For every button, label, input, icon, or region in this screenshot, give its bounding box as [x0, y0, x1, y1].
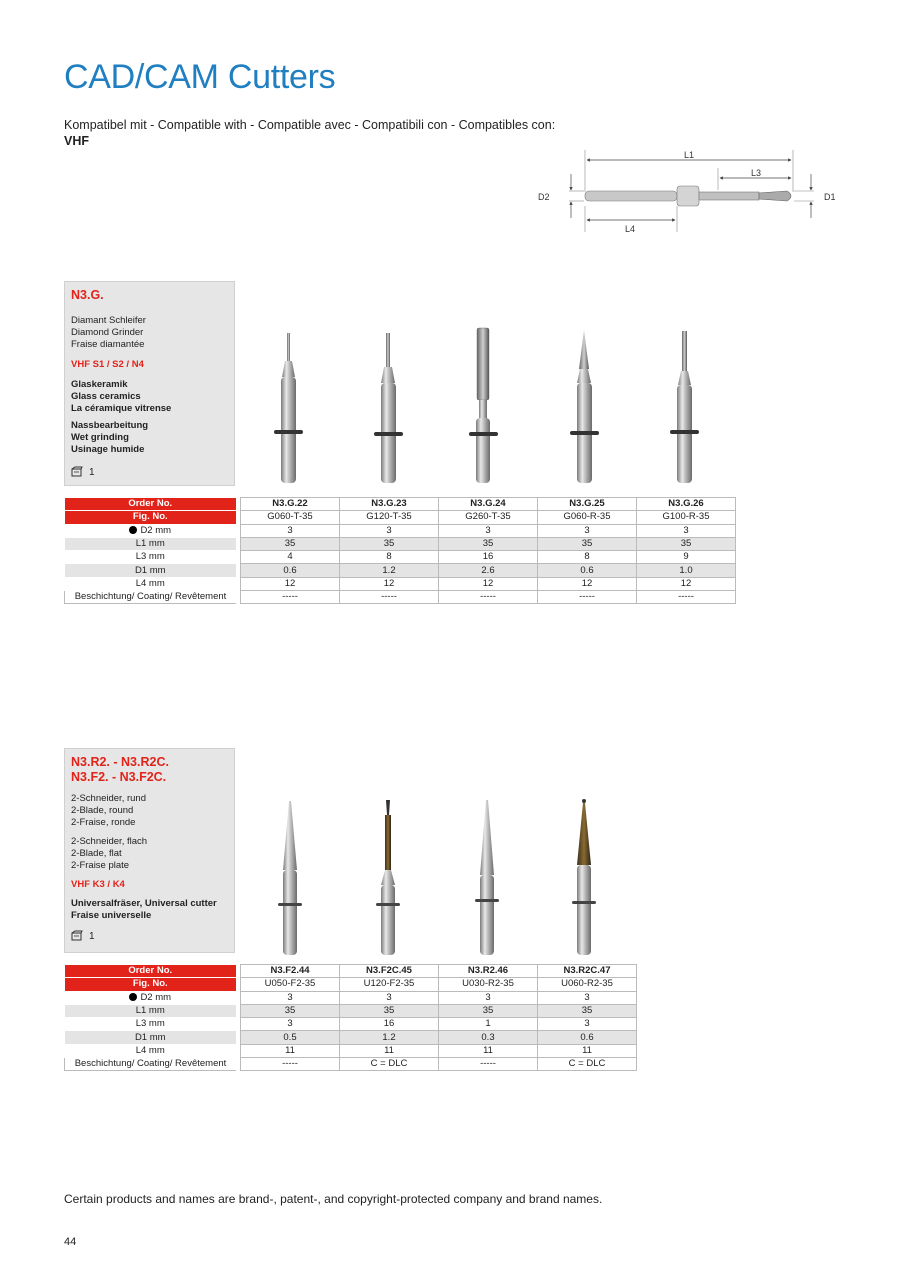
- tool-image-n3r246: [475, 800, 499, 955]
- tool-image-n3g24: [469, 328, 498, 483]
- table-cell: 8: [538, 551, 637, 564]
- material-line: Glaskeramik: [71, 379, 128, 390]
- table-cell: 3: [340, 991, 439, 1004]
- table-row: [65, 511, 736, 524]
- table-cell: N3.R2C.47: [538, 965, 637, 978]
- table-cell: G060-T-35: [241, 511, 340, 524]
- table-row: [65, 1058, 637, 1071]
- table-cell: 3: [439, 991, 538, 1004]
- table-cell: G100-R-35: [637, 511, 736, 524]
- bullet-icon: [129, 993, 137, 1001]
- dim-label-l4: L4: [625, 224, 636, 234]
- row-label: D2 mm: [65, 524, 237, 537]
- product-code: N3.R2. - N3.R2C.: [71, 755, 169, 769]
- compatibility-system: VHF: [64, 134, 89, 148]
- package-icon: [71, 466, 83, 478]
- table-cell: 12: [241, 577, 340, 590]
- row-label: D2 mm: [65, 991, 237, 1004]
- table-row: [65, 577, 736, 590]
- table-cell: -----: [439, 1058, 538, 1071]
- material-line: Glass ceramics: [71, 391, 141, 402]
- table-cell: -----: [439, 591, 538, 604]
- row-label: L4 mm: [65, 1044, 237, 1057]
- product-code: N3.F2. - N3.F2C.: [71, 770, 167, 784]
- table-cell: 0.3: [439, 1031, 538, 1044]
- table-cell: C = DLC: [340, 1058, 439, 1071]
- table-row: [65, 991, 637, 1004]
- table-row: [65, 1044, 637, 1057]
- table-cell: 3: [241, 524, 340, 537]
- table-cell: 35: [637, 537, 736, 550]
- table-cell: U060-R2-35: [538, 978, 637, 991]
- table-row: [65, 978, 637, 991]
- table-cell: N3.G.26: [637, 498, 736, 511]
- vhf-compat: VHF S1 / S2 / N4: [71, 359, 144, 370]
- tool-image-n3r2c47: [572, 799, 596, 955]
- usage-line: Fraise universelle: [71, 910, 152, 921]
- product-images: [240, 325, 734, 490]
- tool-image-n3f244: [278, 801, 302, 955]
- vhf-compat: VHF K3 / K4: [71, 879, 125, 890]
- table-cell: -----: [241, 591, 340, 604]
- usage-line: Universalfräser, Universal cutter: [71, 898, 217, 909]
- dim-label-l1: L1: [684, 150, 695, 160]
- table-row: [65, 524, 736, 537]
- table-cell: 12: [439, 577, 538, 590]
- table-cell: 11: [439, 1044, 538, 1057]
- dim-label-d2: D2: [538, 192, 550, 202]
- tool-image-n3g26: [670, 331, 699, 483]
- product-info-box: [64, 281, 235, 486]
- bullet-icon: [129, 526, 137, 534]
- tool-image-n3g22: [274, 333, 303, 483]
- table-cell: 35: [340, 1004, 439, 1017]
- table-row: [65, 498, 736, 511]
- table-row: [65, 1018, 637, 1031]
- process-line: Wet grinding: [71, 432, 129, 443]
- table-cell: 35: [340, 537, 439, 550]
- table-cell: 35: [241, 537, 340, 550]
- table-cell: 8: [340, 551, 439, 564]
- table-cell: 3: [538, 991, 637, 1004]
- dim-label-d1: D1: [824, 192, 836, 202]
- table-cell: 11: [340, 1044, 439, 1057]
- product-code: N3.G.: [71, 288, 104, 302]
- table-cell: 1.0: [637, 564, 736, 577]
- spec-table-n3r2: [64, 964, 637, 1071]
- table-row: [65, 965, 637, 978]
- table-cell: C = DLC: [538, 1058, 637, 1071]
- table-cell: N3.F2C.45: [340, 965, 439, 978]
- desc-line: Diamant Schleifer: [71, 315, 146, 326]
- product-info-box: [64, 748, 235, 953]
- table-cell: N3.G.22: [241, 498, 340, 511]
- table-cell: 12: [637, 577, 736, 590]
- package-quantity: [71, 930, 228, 942]
- footer-notice: Certain products and names are brand-, patent-, and copyright-protected company and brand names.: [64, 1192, 603, 1206]
- table-cell: -----: [637, 591, 736, 604]
- table-cell: N3.G.25: [538, 498, 637, 511]
- table-cell: 3: [340, 524, 439, 537]
- table-cell: -----: [241, 1058, 340, 1071]
- row-label: Beschichtung/ Coating/ Revêtement: [65, 1058, 237, 1071]
- spec-table-n3g: [64, 497, 736, 604]
- row-label: L1 mm: [65, 537, 237, 550]
- table-cell: N3.R2.46: [439, 965, 538, 978]
- desc-line: 2-Schneider, rund: [71, 793, 146, 804]
- table-row: [65, 564, 736, 577]
- table-cell: 0.6: [538, 1031, 637, 1044]
- table-cell: N3.G.24: [439, 498, 538, 511]
- table-cell: 3: [241, 1018, 340, 1031]
- table-row: [65, 551, 736, 564]
- table-cell: 3: [538, 1018, 637, 1031]
- table-cell: 35: [439, 537, 538, 550]
- table-cell: 3: [538, 524, 637, 537]
- process-line: Nassbearbeitung: [71, 420, 149, 431]
- table-cell: U120-F2-35: [340, 978, 439, 991]
- table-cell: 35: [538, 537, 637, 550]
- table-cell: 1.2: [340, 1031, 439, 1044]
- table-cell: 3: [637, 524, 736, 537]
- table-cell: 16: [340, 1018, 439, 1031]
- row-label: D1 mm: [65, 564, 237, 577]
- table-cell: 1.2: [340, 564, 439, 577]
- table-row: [65, 591, 736, 604]
- package-qty: 1: [89, 466, 95, 478]
- package-quantity: [71, 466, 228, 478]
- page-title: CAD/CAM Cutters: [64, 58, 336, 96]
- table-cell: U050-F2-35: [241, 978, 340, 991]
- table-cell: G260-T-35: [439, 511, 538, 524]
- table-cell: 3: [439, 524, 538, 537]
- row-label: L3 mm: [65, 551, 237, 564]
- table-cell: 4: [241, 551, 340, 564]
- table-cell: 35: [241, 1004, 340, 1017]
- dimension-diagram: [532, 146, 842, 238]
- table-cell: 0.5: [241, 1031, 340, 1044]
- table-cell: 2.6: [439, 564, 538, 577]
- table-cell: N3.G.23: [340, 498, 439, 511]
- row-label: L1 mm: [65, 1004, 237, 1017]
- package-qty: 1: [89, 930, 95, 942]
- table-cell: 11: [538, 1044, 637, 1057]
- desc-line: 2-Fraise, ronde: [71, 817, 136, 828]
- table-cell: 16: [439, 551, 538, 564]
- table-row: [65, 1031, 637, 1044]
- table-cell: 12: [340, 577, 439, 590]
- desc-line: 2-Blade, flat: [71, 848, 122, 859]
- row-label: Fig. No.: [65, 978, 237, 991]
- table-cell: N3.F2.44: [241, 965, 340, 978]
- desc-line: Diamond Grinder: [71, 327, 144, 338]
- dim-label-l3: L3: [751, 168, 762, 178]
- table-cell: U030-R2-35: [439, 978, 538, 991]
- table-cell: G060-R-35: [538, 511, 637, 524]
- row-label: Fig. No.: [65, 511, 237, 524]
- row-label: L3 mm: [65, 1018, 237, 1031]
- table-cell: 0.6: [538, 564, 637, 577]
- material-line: La céramique vitrense: [71, 403, 172, 414]
- table-cell: -----: [340, 591, 439, 604]
- row-label: D1 mm: [65, 1031, 237, 1044]
- table-cell: 35: [538, 1004, 637, 1017]
- desc-line: 2-Blade, round: [71, 805, 134, 816]
- row-label: Order No.: [65, 965, 237, 978]
- desc-line: 2-Fraise plate: [71, 860, 130, 871]
- row-label: L4 mm: [65, 577, 237, 590]
- page-number: 44: [64, 1236, 77, 1248]
- table-row: [65, 1004, 637, 1017]
- table-cell: 9: [637, 551, 736, 564]
- table-cell: G120-T-35: [340, 511, 439, 524]
- table-cell: -----: [538, 591, 637, 604]
- table-cell: 35: [439, 1004, 538, 1017]
- tool-image-n3g23: [374, 333, 403, 483]
- table-cell: 1: [439, 1018, 538, 1031]
- compatibility-line: Kompatibel mit - Compatible with - Compatible avec - Compatibili con - Compatibles con:: [64, 118, 556, 132]
- desc-line: 2-Schneider, flach: [71, 836, 148, 847]
- table-cell: 0.6: [241, 564, 340, 577]
- row-label: Beschichtung/ Coating/ Revêtement: [65, 591, 237, 604]
- table-row: [65, 537, 736, 550]
- table-cell: 11: [241, 1044, 340, 1057]
- product-images: [240, 795, 640, 960]
- process-line: Usinage humide: [71, 444, 145, 455]
- desc-line: Fraise diamantée: [71, 339, 145, 350]
- row-label: Order No.: [65, 498, 237, 511]
- package-icon: [71, 930, 83, 942]
- tool-image-n3f2c45: [376, 800, 400, 955]
- table-cell: 12: [538, 577, 637, 590]
- tool-image-n3g25: [570, 330, 599, 483]
- table-cell: 3: [241, 991, 340, 1004]
